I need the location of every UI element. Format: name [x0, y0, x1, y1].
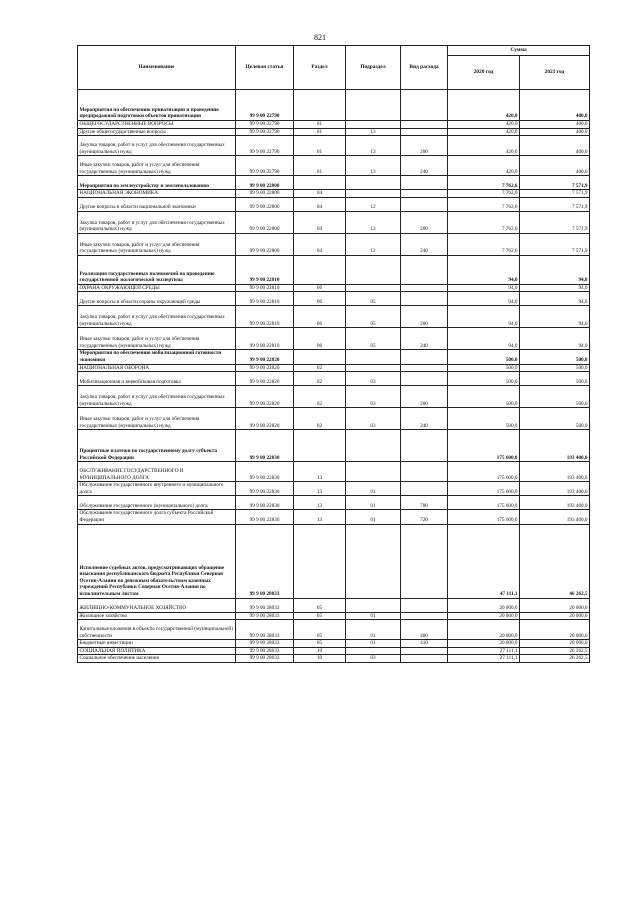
cell-section — [294, 255, 346, 284]
cell-type — [401, 292, 448, 306]
table-row — [78, 128, 590, 136]
cell-section: 04 — [294, 190, 346, 198]
cell-v2020: 420,0 — [448, 128, 520, 136]
cell-v2021: 500,0 — [520, 386, 590, 408]
cell-name: Иные закупки товаров, работ и услуг для обеспечения государственных (муниципальных) нужд — [78, 328, 236, 350]
cell-target: 99 9 00 22810 — [236, 306, 294, 328]
budget-table — [77, 45, 590, 663]
cell-section: 04 — [294, 197, 346, 211]
cell-section: 02 — [294, 364, 346, 372]
cell-type — [401, 430, 448, 462]
cell-v2020: 7 762,6 — [448, 176, 520, 190]
table-row — [78, 233, 590, 255]
cell-v2020: 20 000,0 — [448, 612, 520, 620]
cell-v2020: 500,0 — [448, 372, 520, 386]
cell-v2021: 400,0 — [520, 128, 590, 136]
table-row — [78, 647, 590, 655]
cell-target: 99 9 00 22800 — [236, 190, 294, 198]
table-row — [78, 292, 590, 306]
cell-v2020: 500,0 — [448, 408, 520, 430]
cell-subsection: 01 — [346, 640, 401, 648]
cell-type — [401, 598, 448, 612]
cell-name: Жилищное хозяйство — [78, 612, 236, 620]
cell-section: 13 — [294, 496, 346, 510]
table-row — [78, 598, 590, 612]
cell-v2021: 20 000,0 — [520, 620, 590, 640]
cell-section: 10 — [294, 655, 346, 663]
cell-name: Исполнение судебных актов, предусматривающих обращение взыскания республиканского бюджета Республики Северная Осетия-Алания по денежным обязательствам казенных учреждений Республики Северная Осетия-Алания по исполнительным листам — [78, 524, 236, 598]
page-number: 821 — [314, 33, 326, 42]
cell-v2021: 26 262,5 — [520, 647, 590, 655]
cell-section: 01 — [294, 156, 346, 176]
header-target: Целевая статья — [236, 46, 294, 90]
table-row — [78, 408, 590, 430]
cell-v2020: 500,0 — [448, 386, 520, 408]
header-name: Наименование — [78, 46, 236, 90]
cell-v2021: 94,0 — [520, 255, 590, 284]
cell-name: Социальное обеспечение населения — [78, 655, 236, 663]
cell-target: 99 9 00 22830 — [236, 510, 294, 524]
cell-subsection — [346, 190, 401, 198]
cell-name: Мероприятия по обеспечению мобилизационной готовности экономики — [78, 350, 236, 364]
cell-name: Закупка товаров, работ и услуг для обеспечения государственных (муниципальных) нужд — [78, 136, 236, 156]
cell-subsection — [346, 350, 401, 364]
cell-subsection — [346, 176, 401, 190]
cell-name: Иные закупки товаров, работ и услуг для обеспечения государственных (муниципальных) нужд — [78, 408, 236, 430]
table-row — [78, 197, 590, 211]
cell-section: 06 — [294, 306, 346, 328]
cell-type — [401, 462, 448, 482]
cell-v2020: 27 111,1 — [448, 647, 520, 655]
cell-section: 02 — [294, 372, 346, 386]
table-row — [78, 255, 590, 284]
cell-subsection: 12 — [346, 211, 401, 233]
cell-section: 05 — [294, 598, 346, 612]
cell-name: Бюджетные инвестиции — [78, 640, 236, 648]
cell-name: Реализация государственных полномочий по проведению государственной экологической экспертизы — [78, 255, 236, 284]
cell-name: Мероприятия по землеустройству и землепользованию — [78, 176, 236, 190]
table-row — [78, 156, 590, 176]
cell-target: 99 9 00 22790 — [236, 90, 294, 121]
table-row — [78, 211, 590, 233]
cell-v2021: 94,0 — [520, 306, 590, 328]
cell-v2020: 20 000,0 — [448, 640, 520, 648]
cell-v2021: 94,0 — [520, 284, 590, 292]
cell-name: ОХРАНА ОКРУЖАЮЩЕЙ СРЕДЫ — [78, 284, 236, 292]
cell-section: 06 — [294, 292, 346, 306]
cell-type — [401, 647, 448, 655]
cell-type: 700 — [401, 496, 448, 510]
cell-v2021: 20 000,0 — [520, 598, 590, 612]
table-row — [78, 430, 590, 462]
cell-section: 01 — [294, 128, 346, 136]
cell-type — [401, 90, 448, 121]
cell-section: 05 — [294, 620, 346, 640]
cell-v2020: 47 111,1 — [448, 524, 520, 598]
cell-section — [294, 430, 346, 462]
cell-target: 99 9 00 28033 — [236, 655, 294, 663]
header-2021: 2021 год — [520, 56, 590, 90]
cell-subsection: 01 — [346, 510, 401, 524]
cell-name: Другие вопросы в области национальной экономики — [78, 197, 236, 211]
cell-target: 99 9 00 22810 — [236, 328, 294, 350]
cell-section — [294, 176, 346, 190]
cell-type: 410 — [401, 640, 448, 648]
cell-v2021: 7 571,9 — [520, 176, 590, 190]
cell-subsection — [346, 364, 401, 372]
cell-subsection: 03 — [346, 386, 401, 408]
header-sum: Сумма — [448, 46, 590, 56]
cell-name: НАЦИОНАЛЬНАЯ ЭКОНОМИКА — [78, 190, 236, 198]
cell-v2021: 7 571,9 — [520, 211, 590, 233]
cell-v2020: 175 600,0 — [448, 482, 520, 496]
cell-name: Закупка товаров, работ и услуг для обеспечения государственных (муниципальных) нужд — [78, 306, 236, 328]
cell-subsection: 05 — [346, 306, 401, 328]
table-body — [78, 90, 590, 663]
cell-v2021: 46 262,5 — [520, 524, 590, 598]
cell-v2021: 500,0 — [520, 372, 590, 386]
cell-section — [294, 90, 346, 121]
cell-target: 99 9 00 22830 — [236, 462, 294, 482]
cell-type — [401, 482, 448, 496]
cell-v2021: 193 400,0 — [520, 510, 590, 524]
table-row — [78, 386, 590, 408]
cell-target: 99 9 00 28033 — [236, 647, 294, 655]
cell-v2020: 500,0 — [448, 364, 520, 372]
header-section: Раздел — [294, 46, 346, 90]
table-row — [78, 524, 590, 598]
cell-v2021: 400,0 — [520, 121, 590, 129]
cell-name: Капитальные вложения в объекты государственной (муниципальной) собственности — [78, 620, 236, 640]
cell-section: 02 — [294, 386, 346, 408]
cell-v2020: 94,0 — [448, 328, 520, 350]
cell-type — [401, 524, 448, 598]
cell-name: Мероприятия по обеспечению приватизации и проведению предпродажной подготовки объектов приватизации — [78, 90, 236, 121]
cell-type — [401, 121, 448, 129]
cell-v2020: 175 600,0 — [448, 462, 520, 482]
cell-subsection — [346, 598, 401, 612]
cell-subsection: 03 — [346, 655, 401, 663]
cell-section: 06 — [294, 284, 346, 292]
cell-v2021: 7 571,9 — [520, 190, 590, 198]
cell-type — [401, 612, 448, 620]
cell-type: 720 — [401, 510, 448, 524]
cell-type: 240 — [401, 233, 448, 255]
table-row — [78, 306, 590, 328]
cell-section: 04 — [294, 233, 346, 255]
cell-section: 02 — [294, 408, 346, 430]
cell-subsection: 05 — [346, 292, 401, 306]
cell-subsection — [346, 524, 401, 598]
cell-name: Другие вопросы в области охраны окружающей среды — [78, 292, 236, 306]
cell-v2020: 175 600,0 — [448, 496, 520, 510]
cell-v2020: 7 762,6 — [448, 190, 520, 198]
cell-v2021: 7 571,9 — [520, 197, 590, 211]
table-row — [78, 462, 590, 482]
cell-v2021: 26 262,5 — [520, 655, 590, 663]
cell-v2020: 420,0 — [448, 121, 520, 129]
cell-section: 01 — [294, 121, 346, 129]
cell-section: 05 — [294, 640, 346, 648]
cell-section — [294, 524, 346, 598]
cell-target: 99 9 00 22800 — [236, 233, 294, 255]
cell-name: Обслуживание государственного долга субъекта Российской Федерации — [78, 510, 236, 524]
table-row — [78, 328, 590, 350]
cell-section: 13 — [294, 510, 346, 524]
table-row — [78, 620, 590, 640]
cell-name: НАЦИОНАЛЬНАЯ ОБОРОНА — [78, 364, 236, 372]
cell-name: Иные закупки товаров, работ и услуг для обеспечения государственных (муниципальных) нужд — [78, 156, 236, 176]
table-row — [78, 496, 590, 510]
table-row — [78, 482, 590, 496]
table-row — [78, 372, 590, 386]
cell-subsection — [346, 462, 401, 482]
cell-section: 01 — [294, 136, 346, 156]
table-row — [78, 121, 590, 129]
cell-v2020: 420,0 — [448, 156, 520, 176]
cell-subsection — [346, 647, 401, 655]
table-row — [78, 90, 590, 121]
cell-type: 240 — [401, 328, 448, 350]
cell-v2020: 94,0 — [448, 255, 520, 284]
cell-target: 99 9 00 22800 — [236, 176, 294, 190]
cell-v2020: 7 762,6 — [448, 233, 520, 255]
cell-target: 99 9 00 22810 — [236, 284, 294, 292]
cell-target: 99 9 00 22820 — [236, 364, 294, 372]
header-subsection: Подраздел — [346, 46, 401, 90]
cell-v2020: 175 600,0 — [448, 510, 520, 524]
cell-type — [401, 190, 448, 198]
cell-v2021: 193 400,0 — [520, 462, 590, 482]
cell-subsection — [346, 90, 401, 121]
cell-target: 99 9 00 22820 — [236, 386, 294, 408]
cell-target: 99 9 00 22790 — [236, 128, 294, 136]
cell-type — [401, 655, 448, 663]
cell-subsection: 13 — [346, 136, 401, 156]
cell-type — [401, 176, 448, 190]
cell-v2021: 500,0 — [520, 350, 590, 364]
header-2020: 2020 год — [448, 56, 520, 90]
cell-subsection: 03 — [346, 408, 401, 430]
cell-subsection: 12 — [346, 197, 401, 211]
cell-v2021: 7 571,9 — [520, 233, 590, 255]
cell-target: 99 9 00 28033 — [236, 620, 294, 640]
cell-v2020: 94,0 — [448, 292, 520, 306]
cell-subsection — [346, 121, 401, 129]
cell-v2020: 94,0 — [448, 284, 520, 292]
cell-target: 99 9 00 28033 — [236, 598, 294, 612]
cell-subsection — [346, 284, 401, 292]
cell-target: 99 9 00 28033 — [236, 640, 294, 648]
cell-v2021: 94,0 — [520, 328, 590, 350]
cell-name: Обслуживание государственного внутреннего и муниципального долга — [78, 482, 236, 496]
cell-type: 200 — [401, 386, 448, 408]
cell-target: 99 9 00 22830 — [236, 482, 294, 496]
cell-section: 06 — [294, 328, 346, 350]
cell-target: 99 9 00 22790 — [236, 121, 294, 129]
cell-target: 99 9 00 22790 — [236, 136, 294, 156]
cell-target: 99 9 00 28033 — [236, 524, 294, 598]
table-row — [78, 284, 590, 292]
cell-v2021: 400,0 — [520, 156, 590, 176]
cell-type — [401, 350, 448, 364]
cell-section: 04 — [294, 211, 346, 233]
cell-subsection — [346, 255, 401, 284]
table-row — [78, 640, 590, 648]
cell-target: 99 9 00 28033 — [236, 612, 294, 620]
cell-target: 99 9 00 22810 — [236, 292, 294, 306]
cell-v2020: 20 000,0 — [448, 620, 520, 640]
cell-v2020: 7 762,6 — [448, 211, 520, 233]
cell-subsection: 13 — [346, 128, 401, 136]
cell-type — [401, 197, 448, 211]
cell-v2020: 420,0 — [448, 136, 520, 156]
cell-type — [401, 364, 448, 372]
cell-name: ЖИЛИЩНО-КОММУНАЛЬНОЕ ХОЗЯЙСТВО — [78, 598, 236, 612]
cell-v2021: 193 400,0 — [520, 430, 590, 462]
cell-type: 240 — [401, 156, 448, 176]
cell-v2020: 7 762,6 — [448, 197, 520, 211]
cell-name: Мобилизационная и вневойсковая подготовка — [78, 372, 236, 386]
cell-type — [401, 128, 448, 136]
cell-v2021: 94,0 — [520, 292, 590, 306]
cell-v2020: 94,0 — [448, 306, 520, 328]
cell-v2021: 500,0 — [520, 408, 590, 430]
cell-subsection: 03 — [346, 372, 401, 386]
table-row — [78, 655, 590, 663]
table-row — [78, 350, 590, 364]
cell-type — [401, 284, 448, 292]
cell-type: 400 — [401, 620, 448, 640]
cell-type — [401, 255, 448, 284]
cell-v2020: 20 000,0 — [448, 598, 520, 612]
cell-target: 99 9 00 22820 — [236, 372, 294, 386]
cell-name: ОБСЛУЖИВАНИЕ ГОСУДАРСТВЕННОГО И МУНИЦИПАЛЬНОГО ДОЛГА — [78, 462, 236, 482]
cell-target: 99 9 00 22810 — [236, 255, 294, 284]
cell-subsection: 01 — [346, 482, 401, 496]
cell-v2021: 20 000,0 — [520, 640, 590, 648]
cell-name: Закупка товаров, работ и услуг для обеспечения государственных (муниципальных) нужд — [78, 386, 236, 408]
cell-subsection: 01 — [346, 620, 401, 640]
cell-v2021: 193 400,0 — [520, 482, 590, 496]
cell-v2021: 400,0 — [520, 136, 590, 156]
cell-v2021: 500,0 — [520, 364, 590, 372]
cell-name: Иные закупки товаров, работ и услуг для обеспечения государственных (муниципальных) нужд — [78, 233, 236, 255]
header-expense-type: Вид расхода — [401, 46, 448, 90]
cell-v2020: 500,0 — [448, 350, 520, 364]
cell-target: 99 9 00 22800 — [236, 211, 294, 233]
table-row — [78, 176, 590, 190]
cell-v2020: 420,0 — [448, 90, 520, 121]
cell-name: Обслуживание государственного (муниципального) долга — [78, 496, 236, 510]
table-row — [78, 364, 590, 372]
cell-target: 99 9 00 22790 — [236, 156, 294, 176]
cell-v2020: 27 111,1 — [448, 655, 520, 663]
cell-section: 10 — [294, 647, 346, 655]
cell-section: 13 — [294, 462, 346, 482]
cell-v2021: 400,0 — [520, 90, 590, 121]
cell-subsection: 01 — [346, 496, 401, 510]
cell-name: СОЦИАЛЬНАЯ ПОЛИТИКА — [78, 647, 236, 655]
cell-target: 99 9 00 22820 — [236, 408, 294, 430]
table-row — [78, 136, 590, 156]
cell-type: 200 — [401, 211, 448, 233]
cell-subsection: 05 — [346, 328, 401, 350]
cell-subsection — [346, 430, 401, 462]
cell-subsection: 01 — [346, 612, 401, 620]
cell-v2021: 20 000,0 — [520, 612, 590, 620]
cell-type: 200 — [401, 136, 448, 156]
cell-type: 240 — [401, 408, 448, 430]
cell-target: 99 9 00 22800 — [236, 197, 294, 211]
cell-subsection: 12 — [346, 233, 401, 255]
cell-name: Процентные платежи по государственному долгу субъекта Российской Федерации — [78, 430, 236, 462]
cell-name: Другие общегосударственные вопросы — [78, 128, 236, 136]
table-row — [78, 510, 590, 524]
cell-name: ОБЩЕГОСУДАРСТВЕННЫЕ ВОПРОСЫ — [78, 121, 236, 129]
cell-type: 200 — [401, 306, 448, 328]
cell-section — [294, 350, 346, 364]
cell-v2021: 193 400,0 — [520, 496, 590, 510]
cell-v2020: 175 600,0 — [448, 430, 520, 462]
cell-type — [401, 372, 448, 386]
table-row — [78, 612, 590, 620]
cell-section: 13 — [294, 482, 346, 496]
cell-section: 05 — [294, 612, 346, 620]
table-row — [78, 190, 590, 198]
cell-subsection: 13 — [346, 156, 401, 176]
cell-target: 99 9 00 22820 — [236, 350, 294, 364]
cell-name: Закупка товаров, работ и услуг для обеспечения государственных (муниципальных) нужд — [78, 211, 236, 233]
cell-target: 99 9 00 22830 — [236, 430, 294, 462]
cell-target: 99 9 00 22830 — [236, 496, 294, 510]
